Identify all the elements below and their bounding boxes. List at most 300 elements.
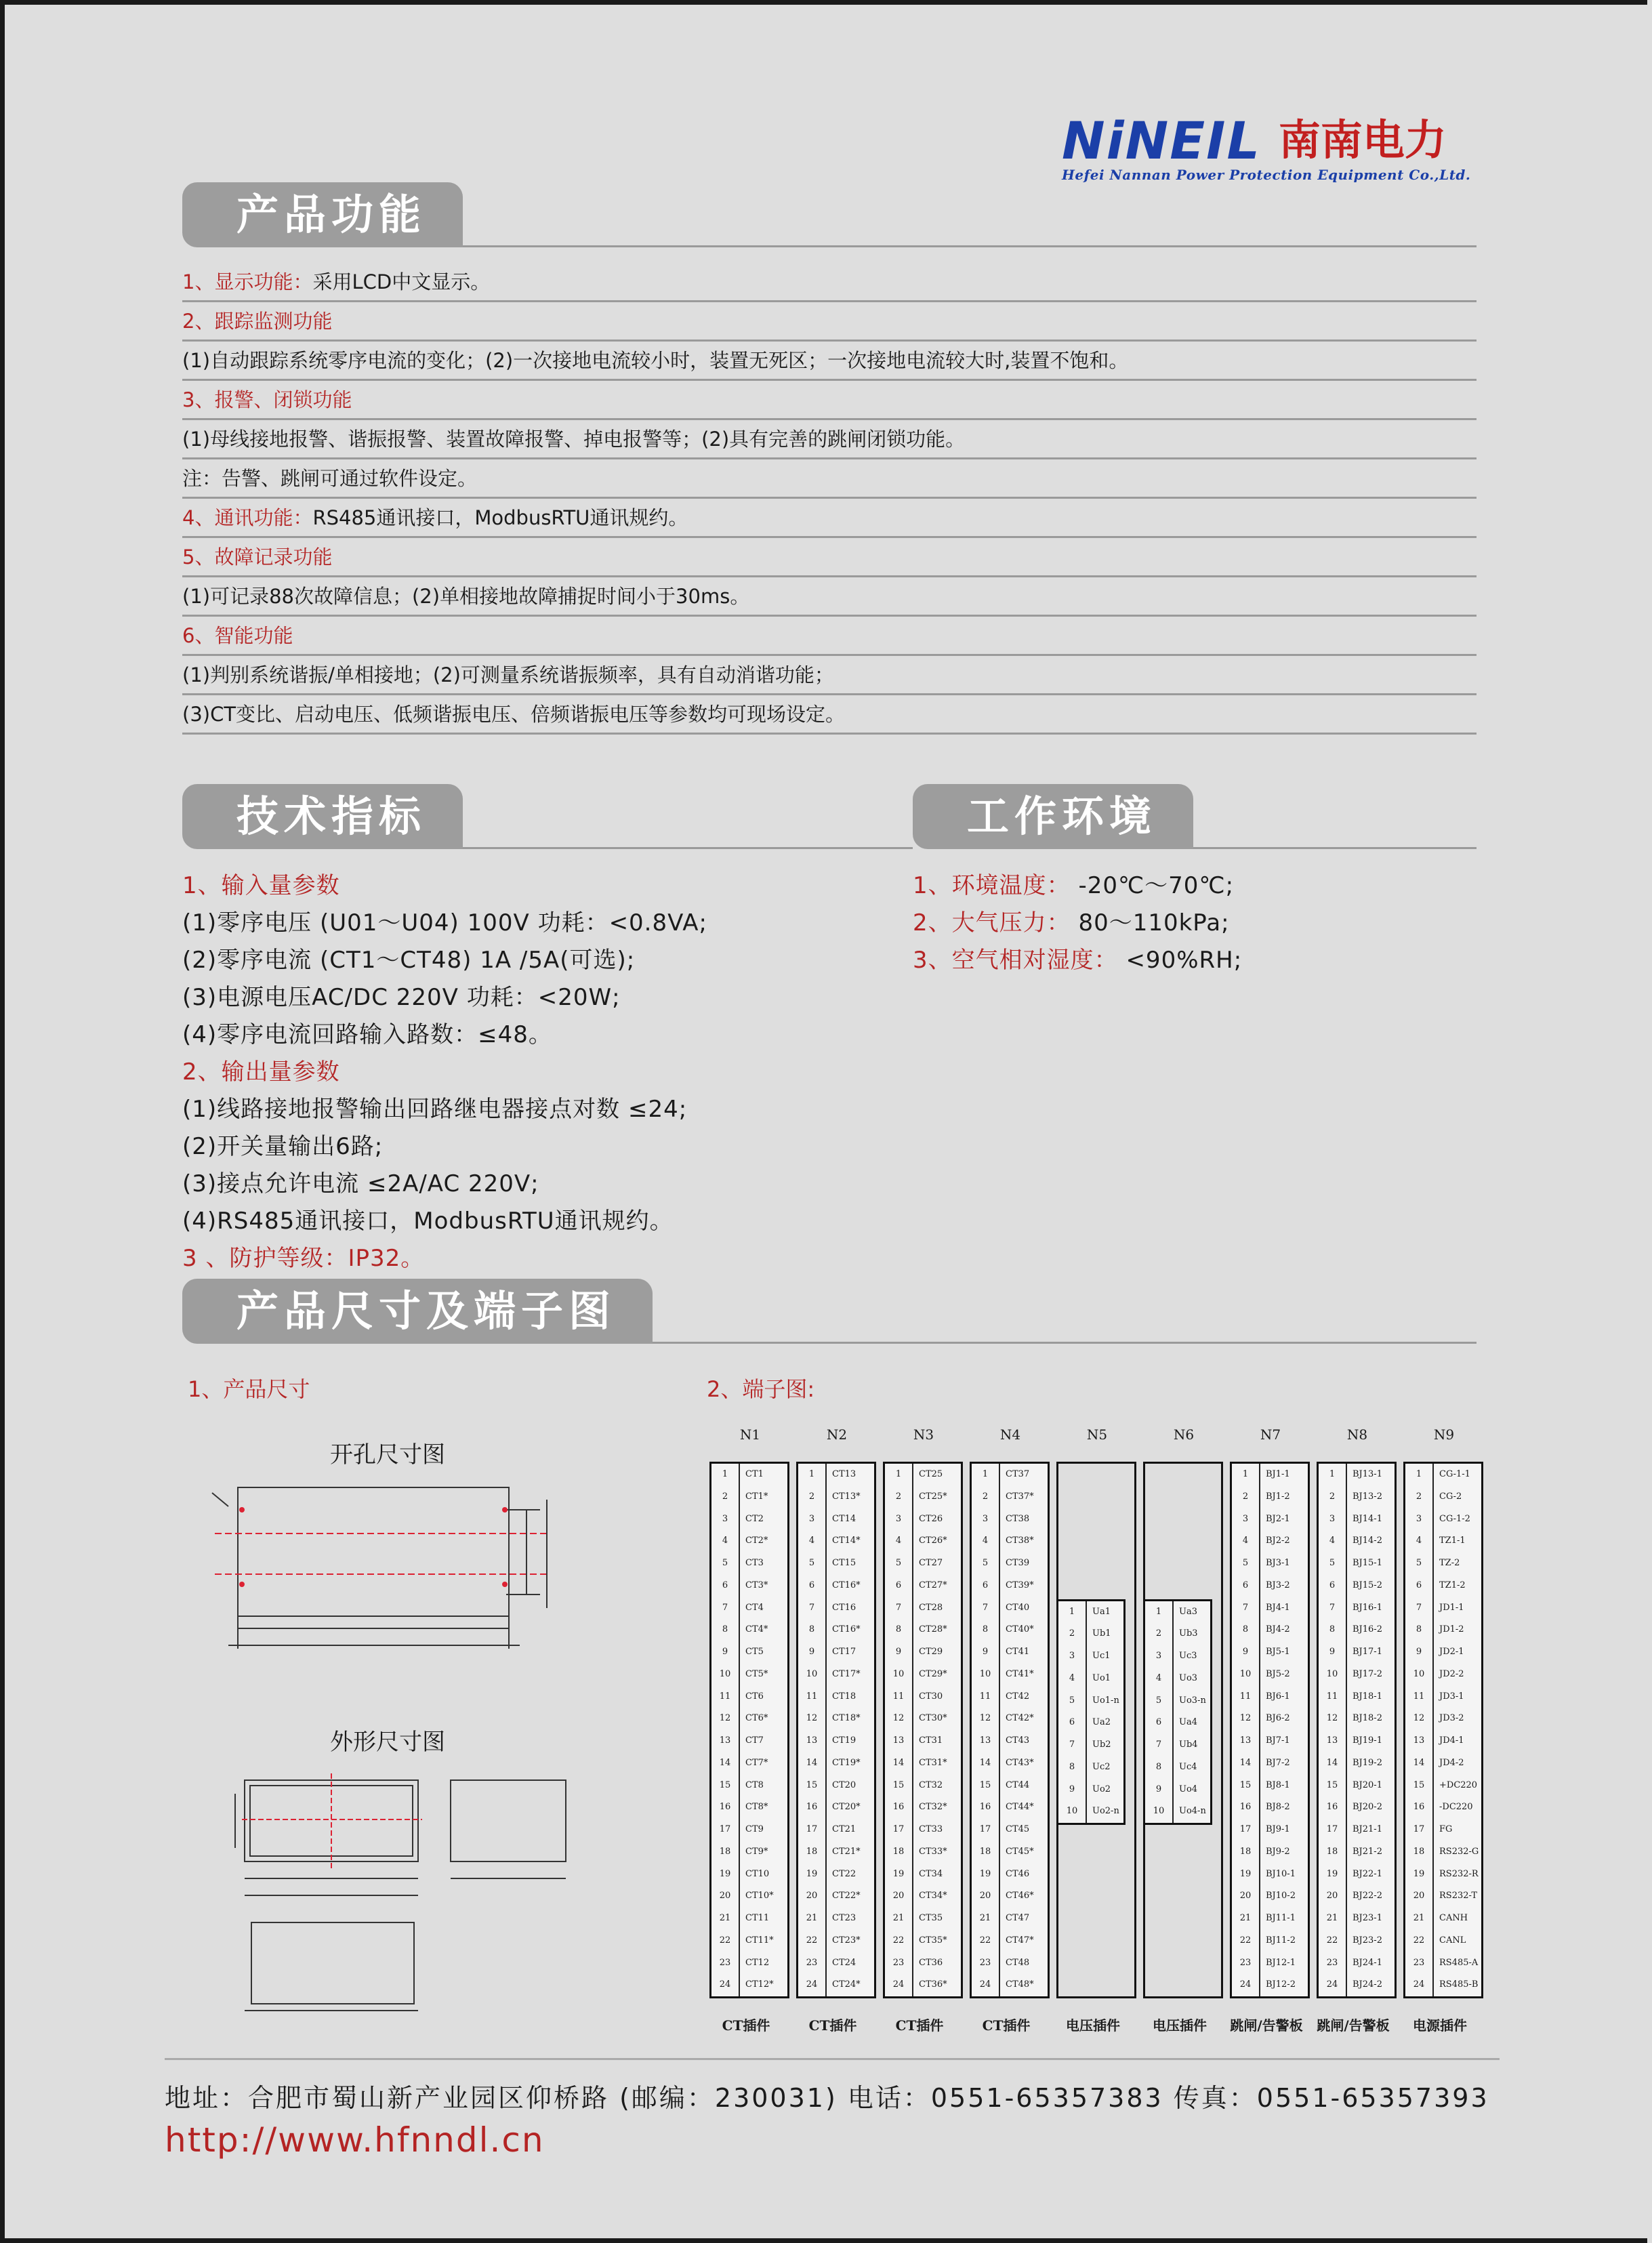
terminal-label: Uo1-n bbox=[1092, 1695, 1119, 1706]
terminal-number: 1 bbox=[1319, 1464, 1347, 1486]
terminal-number: 4 bbox=[798, 1530, 827, 1552]
terminal-number: 3 bbox=[711, 1508, 740, 1531]
terminal-label: CT33* bbox=[919, 1846, 947, 1857]
terminal-number: 21 bbox=[711, 1908, 740, 1930]
terminal-number: 3 bbox=[1145, 1645, 1174, 1668]
terminal-label: BJ6-2 bbox=[1266, 1713, 1290, 1724]
terminal-number: 12 bbox=[1232, 1708, 1260, 1730]
terminal-label: BJ11-2 bbox=[1266, 1935, 1296, 1946]
terminal-label: CT8 bbox=[745, 1779, 764, 1790]
terminal-number: 17 bbox=[1405, 1819, 1434, 1841]
terminal-number: 16 bbox=[1405, 1796, 1434, 1819]
terminal-label: CT40* bbox=[1006, 1624, 1034, 1635]
outline-title: 外形尺寸图 bbox=[330, 1729, 445, 1756]
terminal-number: 12 bbox=[885, 1708, 913, 1730]
terminal-number: 11 bbox=[972, 1686, 1000, 1708]
terminal-number: 6 bbox=[1405, 1575, 1434, 1597]
tech-item: (3)接点允许电流 ≤2A/AC 220V; bbox=[182, 1170, 539, 1197]
terminal-label: BJ2-2 bbox=[1266, 1536, 1290, 1546]
terminal-row bbox=[1232, 1619, 1308, 1641]
terminal-number: 5 bbox=[711, 1552, 740, 1575]
terminal-number: 11 bbox=[798, 1686, 827, 1708]
terminal-number: 3 bbox=[1319, 1508, 1347, 1531]
terminal-number: 5 bbox=[885, 1552, 913, 1575]
terminal-row bbox=[1319, 1464, 1395, 1486]
terminal-row bbox=[885, 1575, 961, 1597]
terminal-label: Uc2 bbox=[1092, 1761, 1111, 1772]
terminal-row bbox=[711, 1486, 787, 1508]
terminal-label: BJ21-1 bbox=[1352, 1824, 1382, 1834]
terminal-number: 14 bbox=[711, 1752, 740, 1775]
terminal-label: CG-1-2 bbox=[1439, 1513, 1470, 1524]
terminal-row bbox=[798, 1664, 874, 1686]
terminal-row bbox=[972, 1885, 1048, 1908]
terminal-row bbox=[1319, 1908, 1395, 1930]
terminal-number: 19 bbox=[1319, 1864, 1347, 1886]
terminal-number: 23 bbox=[1405, 1952, 1434, 1975]
terminal-label: BJ3-1 bbox=[1266, 1558, 1290, 1568]
terminal-row bbox=[798, 1730, 874, 1752]
terminal-number: 4 bbox=[885, 1530, 913, 1552]
terminal-number: 1 bbox=[1058, 1601, 1087, 1624]
terminal-row bbox=[1319, 1775, 1395, 1797]
terminal-label: BJ20-1 bbox=[1352, 1779, 1382, 1790]
terminal-number: 4 bbox=[1319, 1530, 1347, 1552]
terminal-number: 22 bbox=[1232, 1930, 1260, 1952]
logo-chinese-name: 南南电力 bbox=[1278, 115, 1447, 165]
website-link[interactable]: http://www.hfnndl.cn bbox=[165, 2120, 545, 2160]
terminal-number: 14 bbox=[972, 1752, 1000, 1775]
cutout-drawing bbox=[208, 1479, 587, 1669]
size-label: 1、产品尺寸 bbox=[188, 1376, 310, 1402]
terminal-number: 22 bbox=[1405, 1930, 1434, 1952]
terminal-label: BJ14-1 bbox=[1352, 1513, 1382, 1524]
terminal-row bbox=[1405, 1597, 1481, 1620]
terminal-number: 16 bbox=[711, 1796, 740, 1819]
terminal-number: 19 bbox=[972, 1864, 1000, 1886]
terminal-number: 14 bbox=[1405, 1752, 1434, 1775]
terminal-row bbox=[798, 1619, 874, 1641]
terminal-row bbox=[711, 1730, 787, 1752]
terminal-label: Uc1 bbox=[1092, 1651, 1111, 1661]
terminal-label: BJ10-1 bbox=[1266, 1868, 1296, 1879]
terminal-label: Uo1 bbox=[1092, 1672, 1111, 1683]
terminal-row bbox=[711, 1641, 787, 1664]
terminal-row bbox=[885, 1552, 961, 1575]
terminal-number: 20 bbox=[1405, 1885, 1434, 1908]
terminal-number: 3 bbox=[885, 1508, 913, 1531]
terminal-row bbox=[972, 1752, 1048, 1775]
function-row bbox=[182, 537, 1477, 577]
terminal-row bbox=[972, 1708, 1048, 1730]
tech-heading: 2、输出量参数 bbox=[182, 1058, 340, 1086]
terminal-row bbox=[798, 1641, 874, 1664]
terminal-label: Uo2-n bbox=[1092, 1806, 1119, 1817]
function-text: (1)母线接地报警、谐振报警、装置故障报警、掉电报警等；(2)具有完善的跳闸闭锁功能。 bbox=[182, 428, 966, 451]
terminal-row bbox=[885, 1841, 961, 1864]
function-row bbox=[182, 577, 1477, 617]
terminal-label: TZ-2 bbox=[1439, 1558, 1460, 1568]
terminal-number: 2 bbox=[711, 1486, 740, 1508]
function-heading: 4、通讯功能： bbox=[182, 506, 313, 529]
terminal-block bbox=[796, 1462, 876, 1998]
terminal-row bbox=[1319, 1841, 1395, 1864]
terminal-number: 22 bbox=[885, 1930, 913, 1952]
terminal-label: BJ7-2 bbox=[1266, 1757, 1290, 1768]
terminal-number: 10 bbox=[1319, 1664, 1347, 1686]
terminal-label: RS232-G bbox=[1439, 1846, 1479, 1857]
terminal-row bbox=[885, 1908, 961, 1930]
terminal-label: -DC220 bbox=[1439, 1802, 1473, 1813]
terminal-number: 16 bbox=[885, 1796, 913, 1819]
terminal-number: 17 bbox=[798, 1819, 827, 1841]
terminal-label: BJ17-2 bbox=[1352, 1668, 1382, 1679]
section-tab-dimensions: 产品尺寸及端子图 bbox=[182, 1279, 653, 1344]
terminal-number: 4 bbox=[972, 1530, 1000, 1552]
terminal-label: BJ21-2 bbox=[1352, 1846, 1382, 1857]
terminal-row bbox=[1319, 1819, 1395, 1841]
terminal-number: 6 bbox=[1232, 1575, 1260, 1597]
terminal-label: BJ16-1 bbox=[1352, 1602, 1382, 1613]
terminal-label: CG-2 bbox=[1439, 1491, 1462, 1502]
terminal-label: BJ24-1 bbox=[1352, 1957, 1382, 1968]
terminal-block bbox=[1317, 1462, 1397, 1998]
terminal-label: RS485-A bbox=[1439, 1957, 1479, 1968]
terminal-number: 8 bbox=[885, 1619, 913, 1641]
function-text: (3)CT变比、启动电压、低频谐振电压、倍频谐振电压等参数均可现场设定。 bbox=[182, 703, 846, 726]
terminal-number: 21 bbox=[1405, 1908, 1434, 1930]
terminal-row bbox=[798, 1819, 874, 1841]
terminal-footer: CT插件 bbox=[808, 2017, 857, 2034]
terminal-label: CT19 bbox=[832, 1735, 856, 1746]
section-rule bbox=[1193, 847, 1477, 849]
cutout-title: 开孔尺寸图 bbox=[330, 1441, 445, 1468]
terminal-number: 10 bbox=[1145, 1800, 1174, 1823]
terminal-row bbox=[798, 1841, 874, 1864]
terminal-row bbox=[1145, 1690, 1210, 1712]
terminal-number: 18 bbox=[885, 1841, 913, 1864]
terminal-row bbox=[1319, 1952, 1395, 1975]
terminal-footer: 跳闸/告警板 bbox=[1317, 2017, 1390, 2034]
terminal-row bbox=[885, 1508, 961, 1531]
terminal-row bbox=[972, 1819, 1048, 1841]
terminal-row bbox=[1232, 1885, 1308, 1908]
terminal-label: CT28 bbox=[919, 1602, 943, 1613]
terminal-number: 16 bbox=[798, 1796, 827, 1819]
terminal-row bbox=[1058, 1779, 1123, 1801]
terminal-label: JD1-1 bbox=[1439, 1602, 1464, 1613]
terminal-number: 8 bbox=[1145, 1756, 1174, 1779]
terminal-number: 19 bbox=[1405, 1864, 1434, 1886]
terminal-row bbox=[711, 1930, 787, 1952]
logo-english-name: Hefei Nannan Power Protection Equipment Co.,Ltd. bbox=[1062, 167, 1471, 183]
environment-value: 80～110kPa; bbox=[1070, 909, 1230, 937]
terminal-row bbox=[885, 1775, 961, 1797]
terminal-label: CT43* bbox=[1006, 1757, 1034, 1768]
terminal-label: CT37* bbox=[1006, 1491, 1034, 1502]
terminal-row bbox=[711, 1530, 787, 1552]
terminal-number: 16 bbox=[1232, 1796, 1260, 1819]
terminal-number: 8 bbox=[1232, 1619, 1260, 1641]
terminal-number: 10 bbox=[1232, 1664, 1260, 1686]
function-text: (1)可记录88次故障信息；(2)单相接地故障捕捉时间小于30ms。 bbox=[182, 585, 750, 608]
terminal-label: CT41 bbox=[1006, 1647, 1030, 1657]
function-heading: 5、故障记录功能 bbox=[182, 546, 333, 569]
terminal-row bbox=[798, 1486, 874, 1508]
terminal-label: BJ19-1 bbox=[1352, 1735, 1382, 1746]
terminal-row bbox=[798, 1775, 874, 1797]
terminal-row bbox=[1405, 1708, 1481, 1730]
terminal-number: 4 bbox=[1058, 1668, 1087, 1690]
terminal-label: CT3* bbox=[745, 1580, 768, 1590]
terminal-row bbox=[972, 1796, 1048, 1819]
terminal-number: 6 bbox=[1145, 1712, 1174, 1734]
terminal-label: BJ5-1 bbox=[1266, 1647, 1290, 1657]
terminal-footer: 电源插件 bbox=[1413, 2017, 1467, 2034]
terminal-number: 21 bbox=[798, 1908, 827, 1930]
section-tab-tech: 技术指标 bbox=[182, 784, 463, 849]
function-row bbox=[182, 655, 1477, 695]
terminal-label: BJ6-1 bbox=[1266, 1691, 1290, 1702]
terminal-label: +DC220 bbox=[1439, 1779, 1478, 1790]
terminal-row bbox=[1319, 1796, 1395, 1819]
terminal-row bbox=[798, 1597, 874, 1620]
terminal-label: CT26* bbox=[919, 1536, 947, 1546]
terminal-row bbox=[711, 1664, 787, 1686]
function-row bbox=[182, 616, 1477, 656]
terminal-label: CT22 bbox=[832, 1868, 856, 1879]
terminal-label: CT23* bbox=[832, 1935, 861, 1946]
terminal-number: 14 bbox=[885, 1752, 913, 1775]
terminal-row bbox=[1232, 1908, 1308, 1930]
terminal-row bbox=[711, 1619, 787, 1641]
terminal-row bbox=[1232, 1752, 1308, 1775]
section-rule bbox=[463, 847, 913, 849]
terminal-label: CT32 bbox=[919, 1779, 943, 1790]
terminal-label: Uo3-n bbox=[1179, 1695, 1206, 1706]
terminal-row bbox=[1232, 1530, 1308, 1552]
terminal-row bbox=[798, 1885, 874, 1908]
terminal-number: 8 bbox=[1405, 1619, 1434, 1641]
terminal-label: CT38 bbox=[1006, 1513, 1030, 1524]
terminal-footer: CT插件 bbox=[895, 2017, 944, 2034]
terminal-label: BJ9-1 bbox=[1266, 1824, 1290, 1834]
terminal-row bbox=[798, 1575, 874, 1597]
terminal-row bbox=[1405, 1752, 1481, 1775]
terminal-number: 19 bbox=[1232, 1864, 1260, 1886]
terminal-number: 17 bbox=[972, 1819, 1000, 1841]
terminal-number: 20 bbox=[1232, 1885, 1260, 1908]
terminal-row bbox=[1319, 1575, 1395, 1597]
terminal-label: Ub4 bbox=[1179, 1740, 1198, 1750]
terminal-number: 17 bbox=[711, 1819, 740, 1841]
terminal-row bbox=[1232, 1841, 1308, 1864]
terminal-number: 1 bbox=[1405, 1464, 1434, 1486]
terminal-label: Uo3 bbox=[1179, 1672, 1198, 1683]
terminal-row bbox=[1405, 1775, 1481, 1797]
terminal-label: CT36 bbox=[919, 1957, 943, 1968]
terminal-label: BJ9-2 bbox=[1266, 1846, 1290, 1857]
terminal-label: JD3-1 bbox=[1439, 1691, 1464, 1702]
terminal-row bbox=[1232, 1775, 1308, 1797]
terminal-label: CT15 bbox=[832, 1558, 856, 1568]
terminal-row bbox=[1232, 1664, 1308, 1686]
terminal-row bbox=[1405, 1486, 1481, 1508]
terminal-row bbox=[885, 1974, 961, 1996]
terminal-row bbox=[1319, 1730, 1395, 1752]
terminal-label: JD1-2 bbox=[1439, 1624, 1464, 1635]
terminal-row bbox=[1232, 1508, 1308, 1531]
terminal-label: CT10* bbox=[745, 1891, 774, 1901]
terminal-label: CT14* bbox=[832, 1536, 861, 1546]
terminal-number: 2 bbox=[1232, 1486, 1260, 1508]
terminal-label: CT24* bbox=[832, 1979, 861, 1990]
terminal-footer: 跳闸/告警板 bbox=[1230, 2017, 1303, 2034]
terminal-row bbox=[798, 1952, 874, 1975]
terminal-row bbox=[711, 1864, 787, 1886]
terminal-number: 5 bbox=[1145, 1690, 1174, 1712]
terminal-label: Ub1 bbox=[1092, 1628, 1111, 1639]
terminal-label: BJ23-1 bbox=[1352, 1913, 1382, 1923]
terminal-row bbox=[972, 1486, 1048, 1508]
terminal-label: BJ18-2 bbox=[1352, 1713, 1382, 1724]
terminal-row bbox=[1145, 1712, 1210, 1734]
terminal-number: 9 bbox=[798, 1641, 827, 1664]
terminal-label: CT11 bbox=[745, 1913, 770, 1923]
environment-heading: 1、环境温度： bbox=[913, 872, 1071, 899]
terminal-label: JD2-2 bbox=[1439, 1668, 1464, 1679]
environment-item bbox=[913, 941, 1242, 974]
terminal-number: 1 bbox=[711, 1464, 740, 1486]
terminal-row bbox=[972, 1530, 1048, 1552]
section-rule bbox=[463, 245, 1477, 247]
terminal-row bbox=[885, 1752, 961, 1775]
terminal-row bbox=[798, 1686, 874, 1708]
terminal-row bbox=[1319, 1930, 1395, 1952]
terminal-label: CT26 bbox=[919, 1513, 943, 1524]
terminal-number: 5 bbox=[1058, 1690, 1087, 1712]
terminal-row bbox=[798, 1464, 874, 1486]
terminal-label: CT46* bbox=[1006, 1891, 1034, 1901]
section-tab-functions: 产品功能 bbox=[182, 182, 463, 247]
terminal-label: CT46 bbox=[1006, 1868, 1030, 1879]
terminal-row bbox=[972, 1908, 1048, 1930]
terminal-row bbox=[972, 1974, 1048, 1996]
terminal-row bbox=[1319, 1552, 1395, 1575]
terminal-row bbox=[1232, 1686, 1308, 1708]
terminal-label: 2、端子图: bbox=[707, 1376, 815, 1402]
terminal-number: 13 bbox=[711, 1730, 740, 1752]
terminal-label: CT21 bbox=[832, 1824, 856, 1834]
terminal-number: 17 bbox=[1232, 1819, 1260, 1841]
terminal-number: 9 bbox=[972, 1641, 1000, 1664]
terminal-label: CT24 bbox=[832, 1957, 856, 1968]
terminal-number: 6 bbox=[798, 1575, 827, 1597]
environment-item bbox=[913, 867, 1234, 900]
terminal-row bbox=[972, 1930, 1048, 1952]
terminal-row bbox=[1319, 1486, 1395, 1508]
terminal-label: BJ4-2 bbox=[1266, 1624, 1290, 1635]
terminal-row bbox=[972, 1464, 1048, 1486]
terminal-row bbox=[972, 1841, 1048, 1864]
terminal-number: 2 bbox=[885, 1486, 913, 1508]
terminal-label: TZ1-2 bbox=[1439, 1580, 1466, 1590]
terminal-label: CT35 bbox=[919, 1913, 943, 1923]
function-row bbox=[182, 380, 1477, 420]
terminal-number: 15 bbox=[885, 1775, 913, 1797]
terminal-row bbox=[1145, 1668, 1210, 1690]
terminal-number: 5 bbox=[1405, 1552, 1434, 1575]
terminal-number: 7 bbox=[711, 1597, 740, 1620]
tech-item: (2)开关量输出6路; bbox=[182, 1133, 384, 1160]
terminal-row bbox=[1405, 1664, 1481, 1686]
terminal-number: 11 bbox=[885, 1686, 913, 1708]
terminal-label: CT31* bbox=[919, 1757, 947, 1768]
terminal-label: Ua3 bbox=[1179, 1606, 1197, 1617]
terminal-row bbox=[972, 1619, 1048, 1641]
terminal-label: CT25* bbox=[919, 1491, 947, 1502]
terminal-row bbox=[1405, 1974, 1481, 1996]
terminal-row bbox=[711, 1775, 787, 1797]
terminal-row bbox=[1145, 1734, 1210, 1756]
terminal-block bbox=[1143, 1599, 1212, 1826]
terminal-row bbox=[1405, 1530, 1481, 1552]
tech-heading: 1、输入量参数 bbox=[182, 872, 340, 899]
terminal-row bbox=[972, 1730, 1048, 1752]
terminal-row bbox=[1058, 1712, 1123, 1734]
terminal-number: 11 bbox=[1319, 1686, 1347, 1708]
terminal-number: 2 bbox=[798, 1486, 827, 1508]
terminal-header: N5 bbox=[1086, 1426, 1108, 1443]
terminal-number: 1 bbox=[1145, 1601, 1174, 1624]
terminal-row bbox=[885, 1885, 961, 1908]
terminal-label: CT44* bbox=[1006, 1802, 1034, 1813]
terminal-row bbox=[1405, 1819, 1481, 1841]
terminal-label: BJ12-2 bbox=[1266, 1979, 1296, 1990]
terminal-number: 6 bbox=[1058, 1712, 1087, 1734]
terminal-row bbox=[798, 1708, 874, 1730]
function-text: (1)自动跟踪系统零序电流的变化；(2)一次接地电流较小时，装置无死区；一次接地电流较大时,装置不饱和。 bbox=[182, 349, 1129, 372]
terminal-number: 2 bbox=[1319, 1486, 1347, 1508]
footer-rule bbox=[165, 2058, 1500, 2060]
terminal-number: 21 bbox=[1232, 1908, 1260, 1930]
function-row bbox=[182, 302, 1477, 342]
terminal-label: Uc3 bbox=[1179, 1651, 1197, 1661]
terminal-number: 18 bbox=[711, 1841, 740, 1864]
terminal-number: 6 bbox=[885, 1575, 913, 1597]
terminal-row bbox=[1145, 1800, 1210, 1823]
terminal-label: BJ10-2 bbox=[1266, 1891, 1296, 1901]
terminal-row bbox=[1145, 1601, 1210, 1624]
terminal-number: 12 bbox=[1319, 1708, 1347, 1730]
terminal-row bbox=[1145, 1645, 1210, 1668]
terminal-row bbox=[1319, 1641, 1395, 1664]
terminal-label: Uo4-n bbox=[1179, 1806, 1206, 1817]
terminal-label: BJ7-1 bbox=[1266, 1735, 1290, 1746]
terminal-row bbox=[885, 1864, 961, 1886]
terminal-number: 20 bbox=[972, 1885, 1000, 1908]
terminal-number: 19 bbox=[711, 1864, 740, 1886]
tech-item: (1)线路接地报警输出回路继电器接点对数 ≤24; bbox=[182, 1096, 688, 1123]
terminal-row bbox=[1232, 1864, 1308, 1886]
terminal-row bbox=[1232, 1708, 1308, 1730]
terminal-block bbox=[1056, 1599, 1126, 1826]
terminal-number: 24 bbox=[798, 1974, 827, 1996]
terminal-number: 7 bbox=[1232, 1597, 1260, 1620]
function-heading: 3、报警、闭锁功能 bbox=[182, 388, 352, 411]
terminal-label: CT42 bbox=[1006, 1691, 1030, 1702]
terminal-row bbox=[798, 1508, 874, 1531]
